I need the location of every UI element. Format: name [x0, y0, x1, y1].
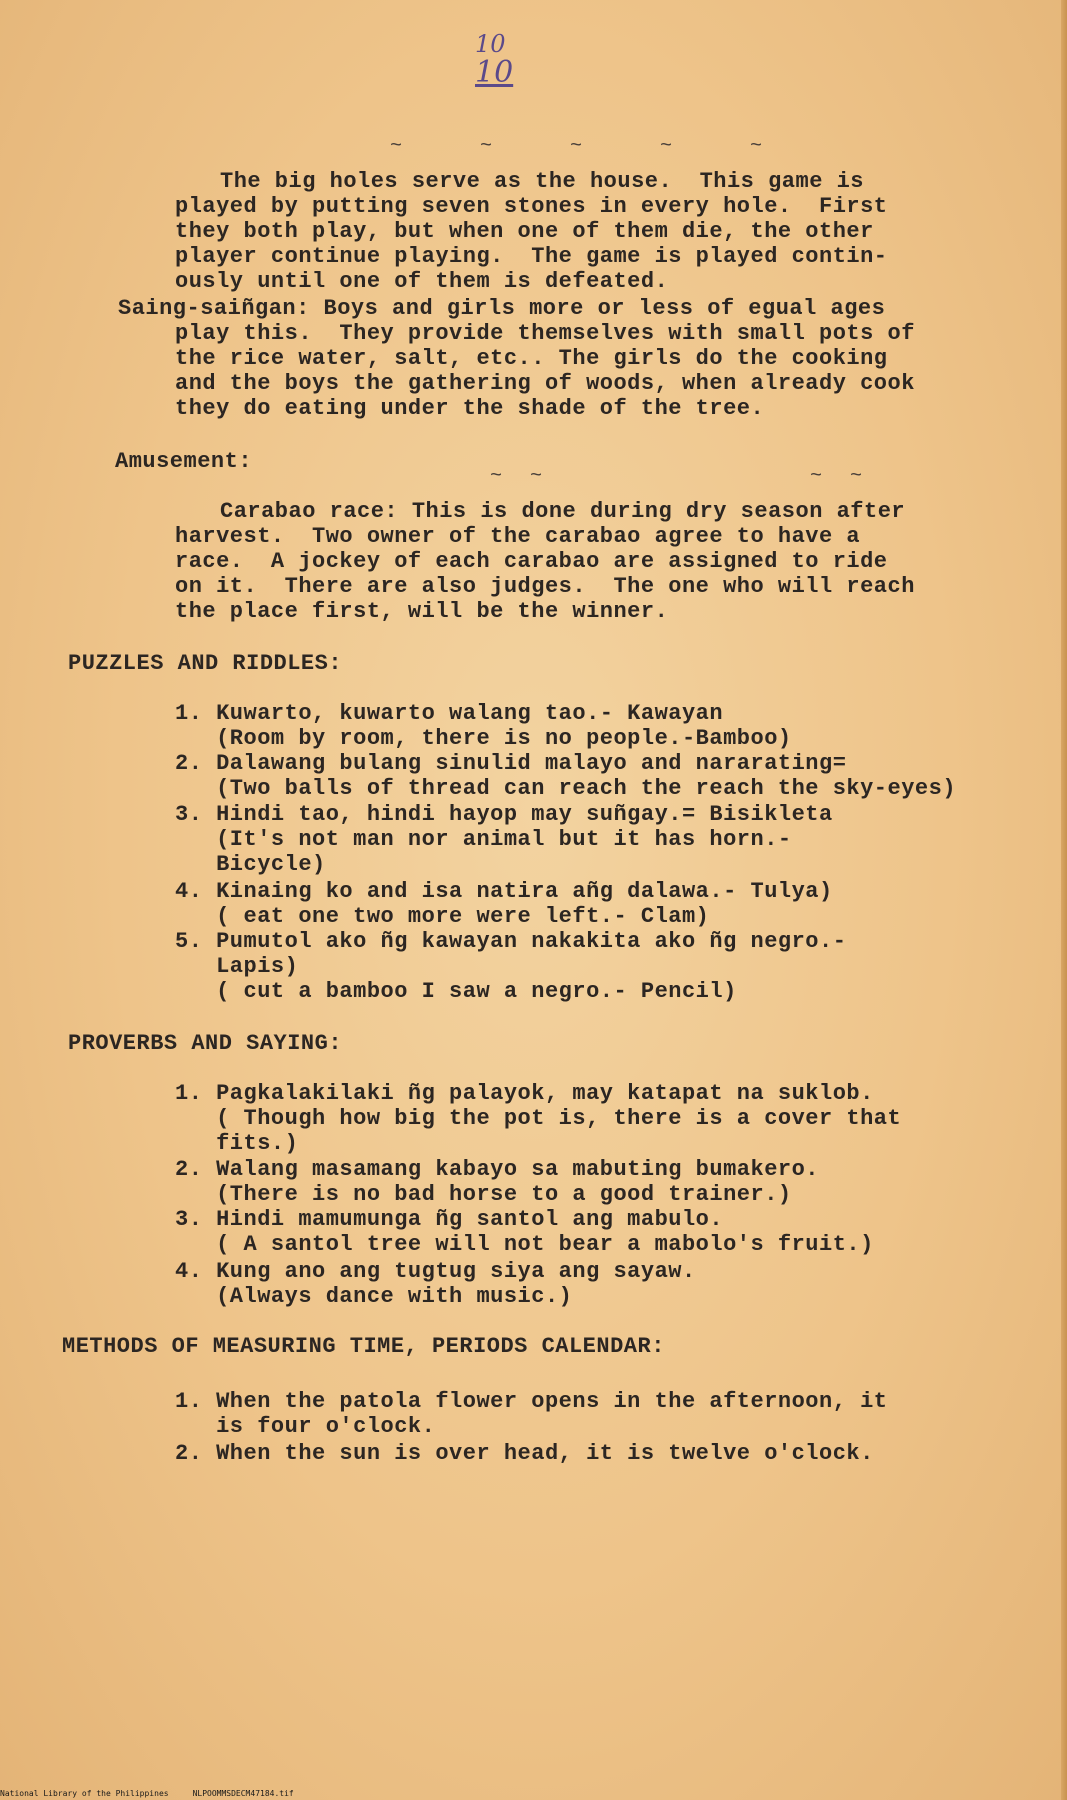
- page-number-top: 10: [475, 30, 506, 58]
- list-item: 4. Kung ano ang tugtug siya ang sayaw.: [175, 1259, 696, 1284]
- section-heading: PUZZLES AND RIDDLES:: [68, 651, 343, 676]
- list-item: (It's not man nor animal but it has horn.-: [175, 827, 792, 852]
- text-line: played by putting seven stones in every hole. First: [175, 194, 888, 219]
- tilde-marks: ~ ~: [810, 465, 863, 488]
- text-line: player continue playing. The game is played contin-: [175, 244, 888, 269]
- list-item: 2. When the sun is over head, it is twelve o'clock.: [175, 1441, 874, 1466]
- text-line: on it. There are also judges. The one who will reach: [175, 574, 915, 599]
- tilde-marks: ~ ~: [490, 465, 543, 488]
- text-line: and the boys the gathering of woods, when already cook: [175, 371, 915, 396]
- scan-footer: [0, 1789, 318, 1798]
- text-line: they do eating under the shade of the tree.: [175, 396, 765, 421]
- list-item: fits.): [175, 1131, 299, 1156]
- page-number: 10: [475, 55, 514, 90]
- list-item: is four o'clock.: [175, 1414, 436, 1439]
- text-line: Saing-saiñgan: Boys and girls more or less of egual ages: [118, 296, 886, 321]
- file-id: NLPOOMMSDECM47184.tif: [192, 1789, 294, 1798]
- text-line: The big holes serve as the house. This game is: [220, 169, 865, 194]
- list-item: 1. Pagkalakilaki ñg palayok, may katapat na suklob.: [175, 1081, 874, 1106]
- section-heading: PROVERBS AND SAYING:: [68, 1031, 343, 1056]
- list-item: 3. Hindi mamumunga ñg santol ang mabulo.: [175, 1207, 724, 1232]
- list-item: 3. Hindi tao, hindi hayop may suñgay.= Bisikleta: [175, 802, 833, 827]
- section-heading: METHODS OF MEASURING TIME, PERIODS CALENDAR:: [62, 1334, 665, 1359]
- text-line: ously until one of them is defeated.: [175, 269, 669, 294]
- list-item: ( cut a bamboo I saw a negro.- Pencil): [175, 979, 737, 1004]
- text-line: harvest. Two owner of the carabao agree to have a: [175, 524, 861, 549]
- list-item: ( eat one two more were left.- Clam): [175, 904, 710, 929]
- text-line: play this. They provide themselves with small pots of: [175, 321, 915, 346]
- library-name: National Library of the Philippines: [0, 1789, 169, 1798]
- list-item: 5. Pumutol ako ñg kawayan nakakita ako ñg negro.-: [175, 929, 847, 954]
- text-line: race. A jockey of each carabao are assigned to ride: [175, 549, 888, 574]
- list-item: (Two balls of thread can reach the reach the sky-eyes): [175, 776, 957, 801]
- list-item: 1. When the patola flower opens in the afternoon, it: [175, 1389, 888, 1414]
- text-line: the place first, will be the winner.: [175, 599, 669, 624]
- list-item: Lapis): [175, 954, 299, 979]
- list-item: 4. Kinaing ko and isa natira añg dalawa.- Tulya): [175, 879, 833, 904]
- list-item: 2. Walang masamang kabayo sa mabuting bumakero.: [175, 1157, 820, 1182]
- list-item: 1. Kuwarto, kuwarto walang tao.- Kawayan: [175, 701, 724, 726]
- text-line: the rice water, salt, etc.. The girls do the cooking: [175, 346, 888, 371]
- list-item: (Room by room, there is no people.-Bamboo): [175, 726, 792, 751]
- list-item: (There is no bad horse to a good trainer.): [175, 1182, 792, 1207]
- list-item: ( Though how big the pot is, there is a cover that: [175, 1106, 902, 1131]
- text-line: Carabao race: This is done during dry season after: [220, 499, 906, 524]
- list-item: (Always dance with music.): [175, 1284, 573, 1309]
- list-item: 2. Dalawang bulang sinulid malayo and nararating=: [175, 751, 847, 776]
- text-line: they both play, but when one of them die, the other: [175, 219, 874, 244]
- list-item: ( A santol tree will not bear a mabolo's fruit.): [175, 1232, 874, 1257]
- section-heading: Amusement:: [115, 449, 253, 474]
- list-item: Bicycle): [175, 852, 326, 877]
- paper-edge: [1061, 0, 1067, 1800]
- tilde-marks: ~ ~ ~ ~ ~: [390, 135, 763, 158]
